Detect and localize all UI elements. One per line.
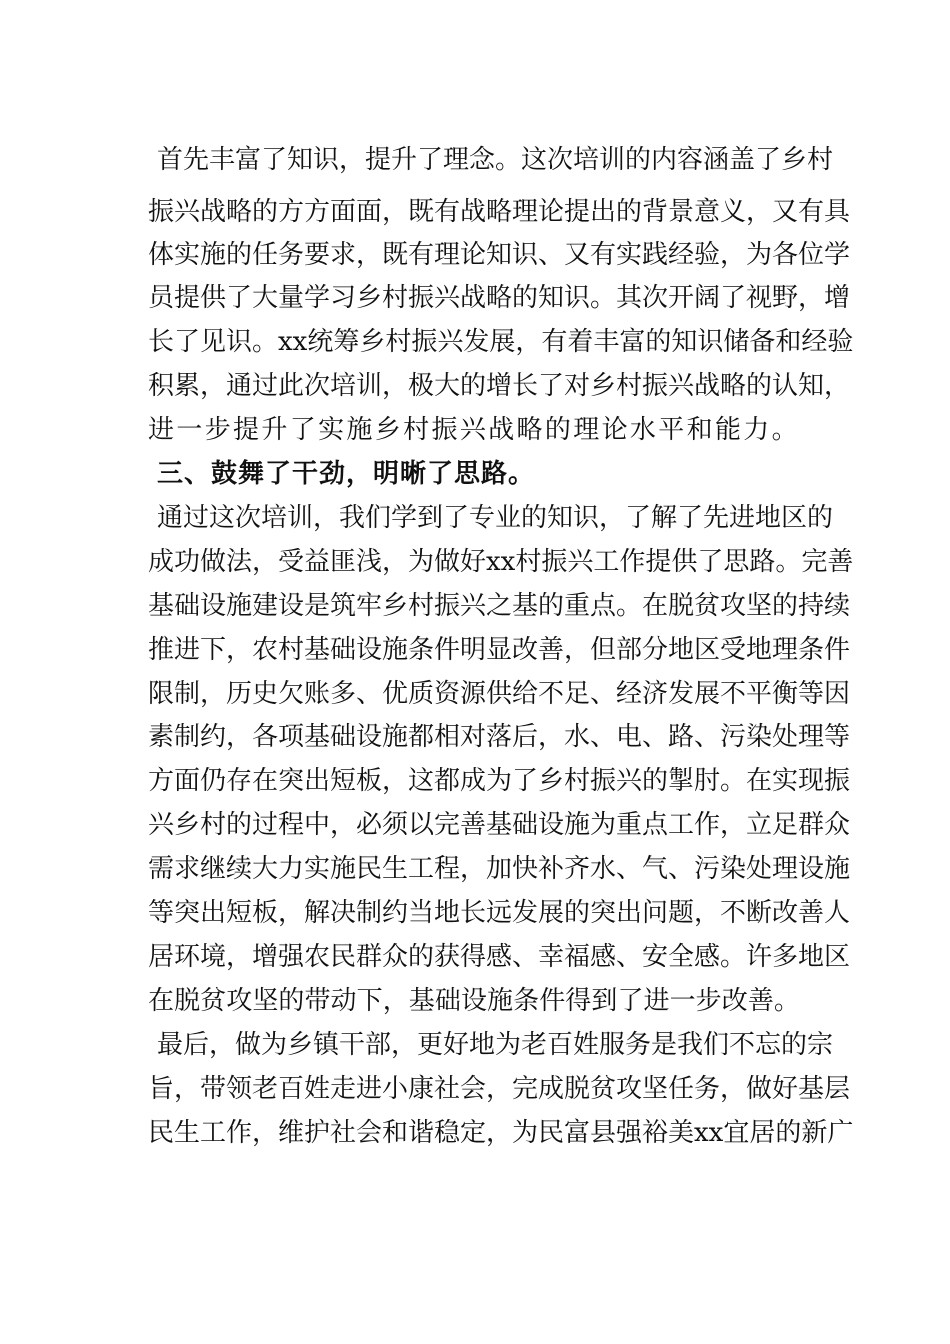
- paragraph-line: 方面仍存在突出短板，这都成为了乡村振兴的掣肘。在实现振: [148, 766, 851, 796]
- section-heading: 三、鼓舞了干劲，明晰了思路。: [157, 459, 536, 489]
- paragraph-line: 推进下，农村基础设施条件明显改善，但部分地区受地理条件: [148, 635, 851, 665]
- paragraph-line: 员提供了大量学习乡村振兴战略的知识。其次开阔了视野，增: [148, 283, 851, 313]
- paragraph-line: 兴乡村的过程中，必须以完善基础设施为重点工作，立足群众: [148, 810, 851, 840]
- paragraph-line: 居环境，增强农民群众的获得感、幸福感、安全感。许多地区: [148, 942, 851, 972]
- paragraph-line: 振兴战略的方方面面，既有战略理论提出的背景意义，又有具: [148, 197, 851, 227]
- paragraph-line: 限制，历史欠账多、优质资源供给不足、经济发展不平衡等因: [148, 679, 851, 709]
- paragraph-line: 民生工作，维护社会和谐稳定，为民富县强裕美xx宜居的新广: [148, 1118, 854, 1148]
- paragraph-line: 积累，通过此次培训，极大的增长了对乡村振兴战略的认知，: [148, 371, 851, 401]
- paragraph-line: 通过这次培训，我们学到了专业的知识，了解了先进地区的: [157, 503, 834, 533]
- paragraph-line: 首先丰富了知识，提升了理念。这次培训的内容涵盖了乡村: [157, 145, 834, 175]
- paragraph-line: 成功做法，受益匪浅，为做好xx村振兴工作提供了思路。完善: [148, 547, 854, 577]
- paragraph-line: 进一步提升了实施乡村振兴战略的理论水平和能力。: [148, 415, 801, 445]
- paragraph-line: 体实施的任务要求，既有理论知识、又有实践经验，为各位学: [148, 240, 851, 270]
- paragraph-line: 需求继续大力实施民生工程，加快补齐水、气、污染处理设施: [148, 854, 851, 884]
- paragraph-line: 在脱贫攻坚的带动下，基础设施条件得到了进一步改善。: [148, 986, 801, 1016]
- paragraph-line: 旨，带领老百姓走进小康社会，完成脱贫攻坚任务，做好基层: [148, 1074, 851, 1104]
- paragraph-line: 最后，做为乡镇干部，更好地为老百姓服务是我们不忘的宗: [157, 1030, 834, 1060]
- paragraph-line: 素制约，各项基础设施都相对落后，水、电、路、污染处理等: [148, 722, 851, 752]
- paragraph-line: 长了见识。xx统筹乡村振兴发展，有着丰富的知识储备和经验: [148, 327, 854, 357]
- paragraph-line: 基础设施建设是筑牢乡村振兴之基的重点。在脱贫攻坚的持续: [148, 591, 851, 621]
- paragraph-line: 等突出短板，解决制约当地长远发展的突出问题，不断改善人: [148, 898, 851, 928]
